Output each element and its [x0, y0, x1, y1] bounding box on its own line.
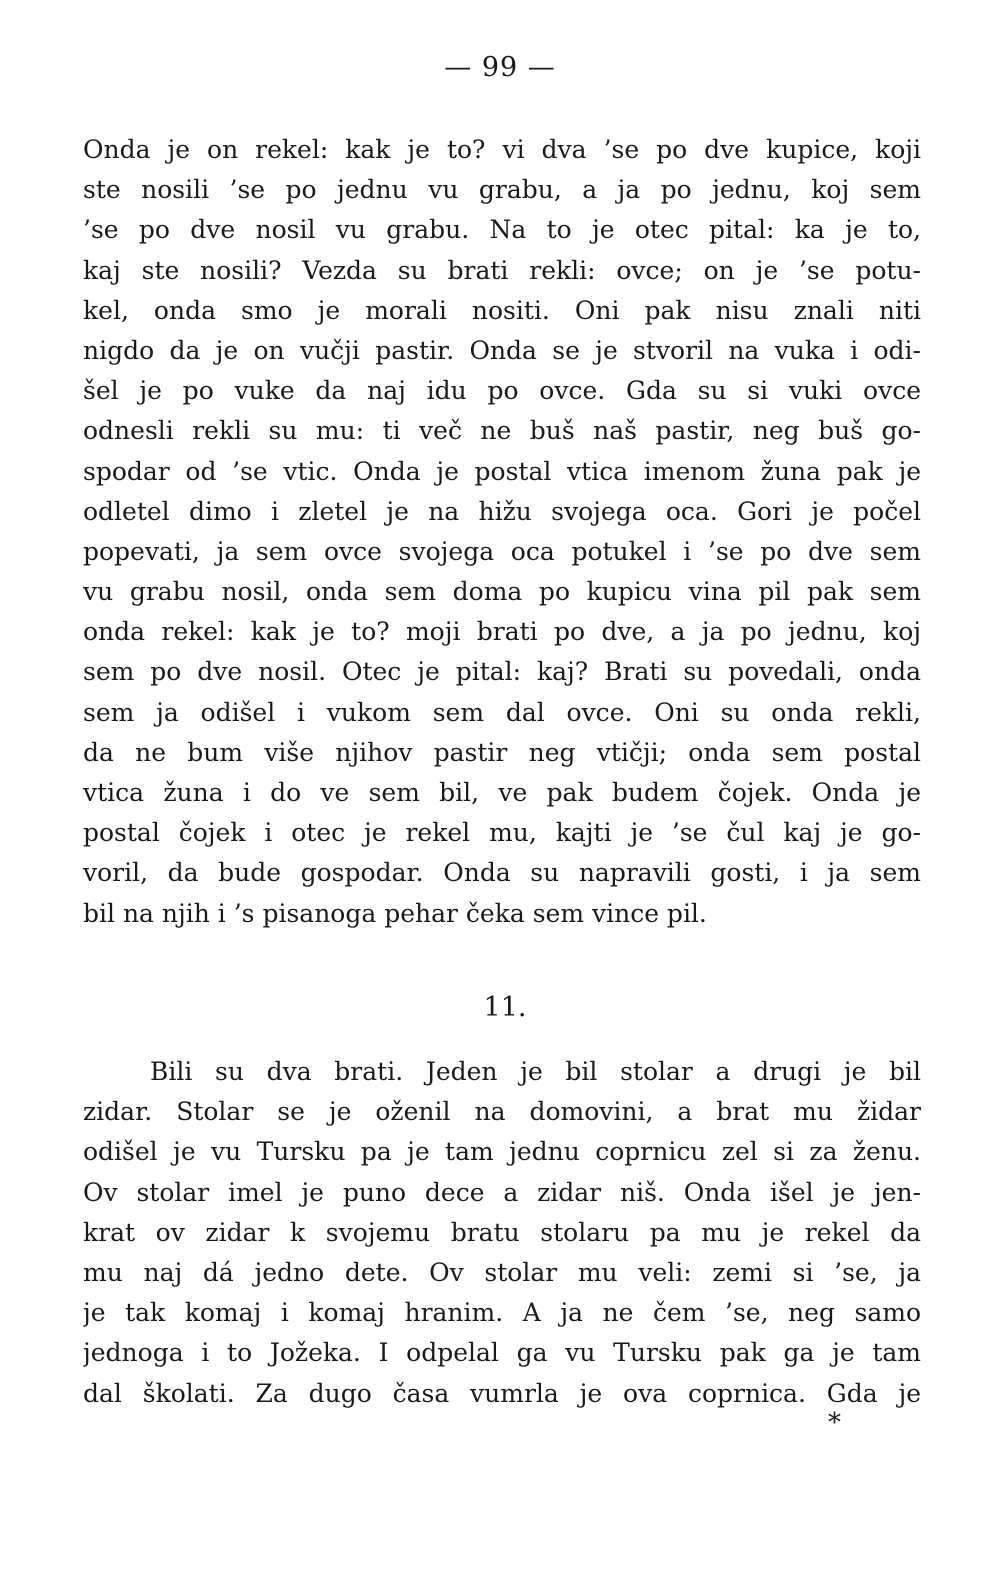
- text-line: onda rekel: kak je to? moji brati po dve, a ja po jednu, koj: [83, 617, 921, 647]
- text-line: jednoga i to Jožeka. I odpelal ga vu Tursku pak ga je tam: [83, 1338, 921, 1368]
- section-number: 11.: [483, 992, 527, 1023]
- text-line: bil na njih i ’s pisanoga pehar čeka sem vince pil.: [83, 898, 707, 928]
- text-line: sem po dve nosil. Otec je pital: kaj? Brati su povedali, onda: [83, 657, 921, 687]
- text-line: šel je po vuke da naj idu po ovce. Gda su si vuki ovce: [83, 376, 921, 406]
- text-line: ste nosili ’se po jednu vu grabu, a ja po jednu, koj sem: [83, 175, 921, 205]
- text-line: vu grabu nosil, onda sem doma po kupicu vina pil pak sem: [83, 577, 921, 607]
- paragraph-2: [83, 1052, 921, 1414]
- page-number: — 99 —: [444, 52, 556, 83]
- text-line: sem ja odišel i vukom sem dal ovce. Oni su onda rekli,: [83, 697, 921, 727]
- text-line: Ov stolar imel je puno dece a zidar niš. Onda išel je jen-: [83, 1177, 921, 1207]
- text-line: voril, da bude gospodar. Onda su napravili gosti, i ja sem: [83, 858, 921, 888]
- text-line: krat ov zidar k svojemu bratu stolaru pa mu je rekel da: [83, 1217, 921, 1247]
- text-line: vtica žuna i do ve sem bil, ve pak budem čojek. Onda je: [83, 778, 921, 807]
- text-line: dal školati. Za dugo časa vumrla je ova coprnica. Gda je: [83, 1378, 921, 1408]
- text-line: Onda je on rekel: kak je to? vi dva ’se po dve kupice, koji: [83, 135, 921, 164]
- text-line: kel, onda smo je morali nositi. Oni pak nisu znali niti: [83, 295, 921, 325]
- text-line: mu naj dá jedno dete. Ov stolar mu veli: zemi si ’se, ja: [83, 1257, 921, 1287]
- paragraph-1: [83, 130, 921, 934]
- text-line: odletel dimo i zletel je na hižu svojega oca. Gori je počel: [83, 496, 921, 526]
- text-line: je tak komaj i komaj hranim. A ja ne čem ’se, neg samo: [83, 1298, 921, 1328]
- text-line: spodar od ’se vtic. Onda je postal vtica imenom žuna pak je: [83, 456, 921, 486]
- text-line: da ne bum više njihov pastir neg vtičji; onda sem postal: [83, 737, 921, 767]
- text-line: ’se po dve nosil vu grabu. Na to je otec pital: ka je to,: [83, 215, 921, 245]
- text-line: postal čojek i otec je rekel mu, kajti je ’se čul kaj je go-: [83, 818, 921, 848]
- text-line: nigdo da je on vučji pastir. Onda se je stvoril na vuka i odi-: [83, 335, 921, 365]
- text-line: Bili su dva brati. Jeden je bil stolar a drugi je bil: [150, 1057, 921, 1086]
- text-line: zidar. Stolar se je oženil na domovini, a brat mu židar: [83, 1097, 921, 1127]
- signature-mark: *: [828, 1408, 841, 1438]
- text-line: popevati, ja sem ovce svojega oca potukel i ’se po dve sem: [83, 536, 921, 566]
- text-line: odnesli rekli su mu: ti več ne buš naš pastir, neg buš go-: [83, 416, 921, 446]
- text-line: kaj ste nosili? Vezda su brati rekli: ovce; on je ’se potu-: [83, 255, 921, 285]
- text-line: odišel je vu Tursku pa je tam jednu coprnicu zel si za ženu.: [83, 1137, 921, 1167]
